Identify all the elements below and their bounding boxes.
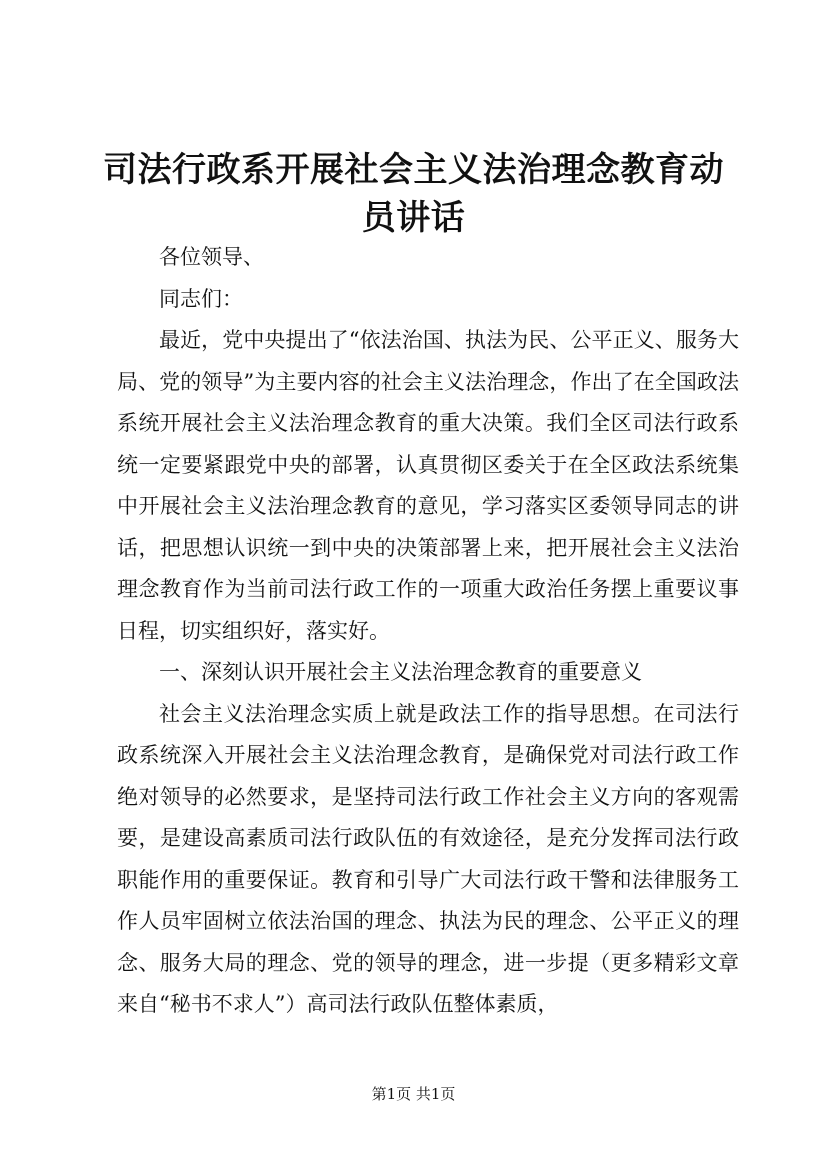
- salutation-leaders: 各位领导、: [159, 245, 264, 269]
- page-footer: 第1页 共1页: [371, 1085, 456, 1103]
- paragraph-significance: 社会主义法治理念实质上就是政法工作的指导思想。在司法行政系统深入开展社会主义法治理念教育，是确保党对司法行政工作绝对领导的必然要求，是坚持司法行政工作社会主义方向的客观需要，是建设高素质司法行政队伍的有效途径，是充分发挥司法行政职能作用的重要保证。教育和引导广大司法行政干警和法律服务工作人员牢固树立依法治国的理念、执法为民的理念、公平正义的理念、服务大局的理念、党的领导的理念，进一步提（更多精彩文章来自“秘书不求人”）高司法行政队伍整体素质，: [117, 701, 739, 1016]
- salutation-comrades: 同志们：: [159, 286, 243, 311]
- document-body: [117, 237, 739, 1026]
- paragraph-intro: 最近，党中央提出了“依法治国、执法为民、公平正义、服务大局、党的领导”为主要内容的社会主义法治理念，作出了在全国政法系统开展社会主义法治理念教育的重大决策。我们全区司法行政系统一定要紧跟党中央的部署，认真贯彻区委关于在全区政法系统集中开展社会主义法治理念教育的意见，学习落实区委领导同志的讲话，把思想认识统一到中央的决策部署上来，把开展社会主义法治理念教育作为当前司法行政工作的一项重大政治任务摆上重要议事日程，切实组织好，落实好。: [117, 328, 739, 643]
- document-title: 司法行政系开展社会主义法治理念教育动员讲话: [103, 150, 724, 238]
- section-heading-1: 一、深刻认识开展社会主义法治理念教育的重要意义: [159, 660, 642, 684]
